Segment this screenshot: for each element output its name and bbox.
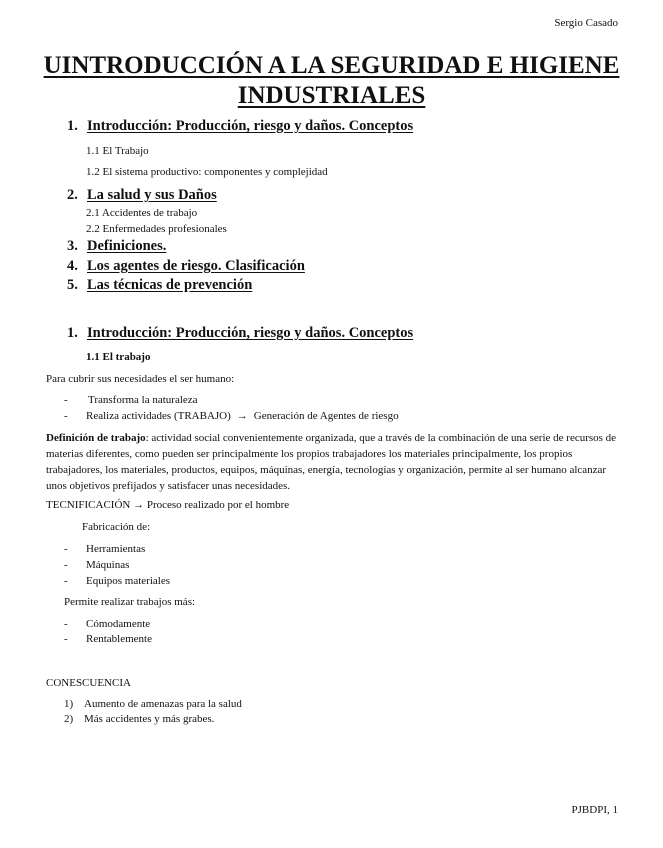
- fabricacion-label: Fabricación de:: [82, 521, 151, 533]
- list-item: 2) Más accidentes y más grabes.: [64, 713, 215, 725]
- list-item: - Realiza actividades (TRABAJO) → Generación de Agentes de riesgo: [64, 410, 399, 422]
- document-title: UINTRODUCCIÓN A LA SEGURIDAD E HIGIENE INDUSTRIALES: [43, 52, 620, 109]
- intro-text: Para cubrir sus necesidades el ser humano:: [46, 373, 235, 385]
- list-item: - Herramientas: [64, 543, 146, 555]
- toc-item-3: 3. Definiciones.: [67, 238, 167, 254]
- toc-item-4: 4. Los agentes de riesgo. Clasificación: [67, 258, 305, 274]
- toc-item-1: 1. Introducción: Producción, riesgo y daños. Conceptos: [67, 118, 414, 134]
- list-item: - Transforma la naturaleza: [64, 394, 198, 406]
- section-heading: 1. Introducción: Producción, riesgo y daños. Conceptos: [67, 325, 414, 341]
- permite-label: Permite realizar trabajos más:: [64, 596, 196, 608]
- toc-sub-1-2: 1.2 El sistema productivo: componentes y complejidad: [86, 166, 328, 178]
- list-item: - Cómodamente: [64, 618, 151, 630]
- list-item: 1) Aumento de amenazas para la salud: [64, 698, 242, 710]
- list-item: - Máquinas: [64, 559, 130, 571]
- list-item: - Rentablemente: [64, 633, 152, 645]
- toc-sub-2-2: 2.2 Enfermedades profesionales: [86, 223, 227, 235]
- arrow-right-icon: →: [236, 410, 248, 422]
- toc-item-2: 2. La salud y sus Daños: [67, 187, 217, 203]
- tecnificacion-text: TECNIFICACIÓN → Proceso realizado por el hombre: [46, 499, 290, 511]
- definition-paragraph: Definición de trabajo: actividad social convenientemente organizada, que a través de la combinación de una serie de recursos de materias diferentes, como pueden ser principalmente los propios trabajadores los materiales principalmente, los propios trabajadores, los materiales, productos, equipos, máquinas, energía, tecnologías y organización, permite al ser humano alcanzar unos objetivos prefijados y satisfacer unas necesidades.: [46, 432, 617, 492]
- toc-sub-2-1: 2.1 Accidentes de trabajo: [86, 207, 198, 219]
- page-number: PJBDPI, 1: [571, 804, 618, 816]
- author-name: Sergio Casado: [554, 17, 618, 29]
- consecuencia-label: CONESCUENCIA: [46, 677, 131, 689]
- toc-sub-1-1: 1.1 El Trabajo: [86, 145, 149, 157]
- list-item: - Equipos materiales: [64, 575, 171, 587]
- toc-item-5: 5. Las técnicas de prevención: [67, 277, 253, 293]
- section-subheading: 1.1 El trabajo: [86, 351, 151, 363]
